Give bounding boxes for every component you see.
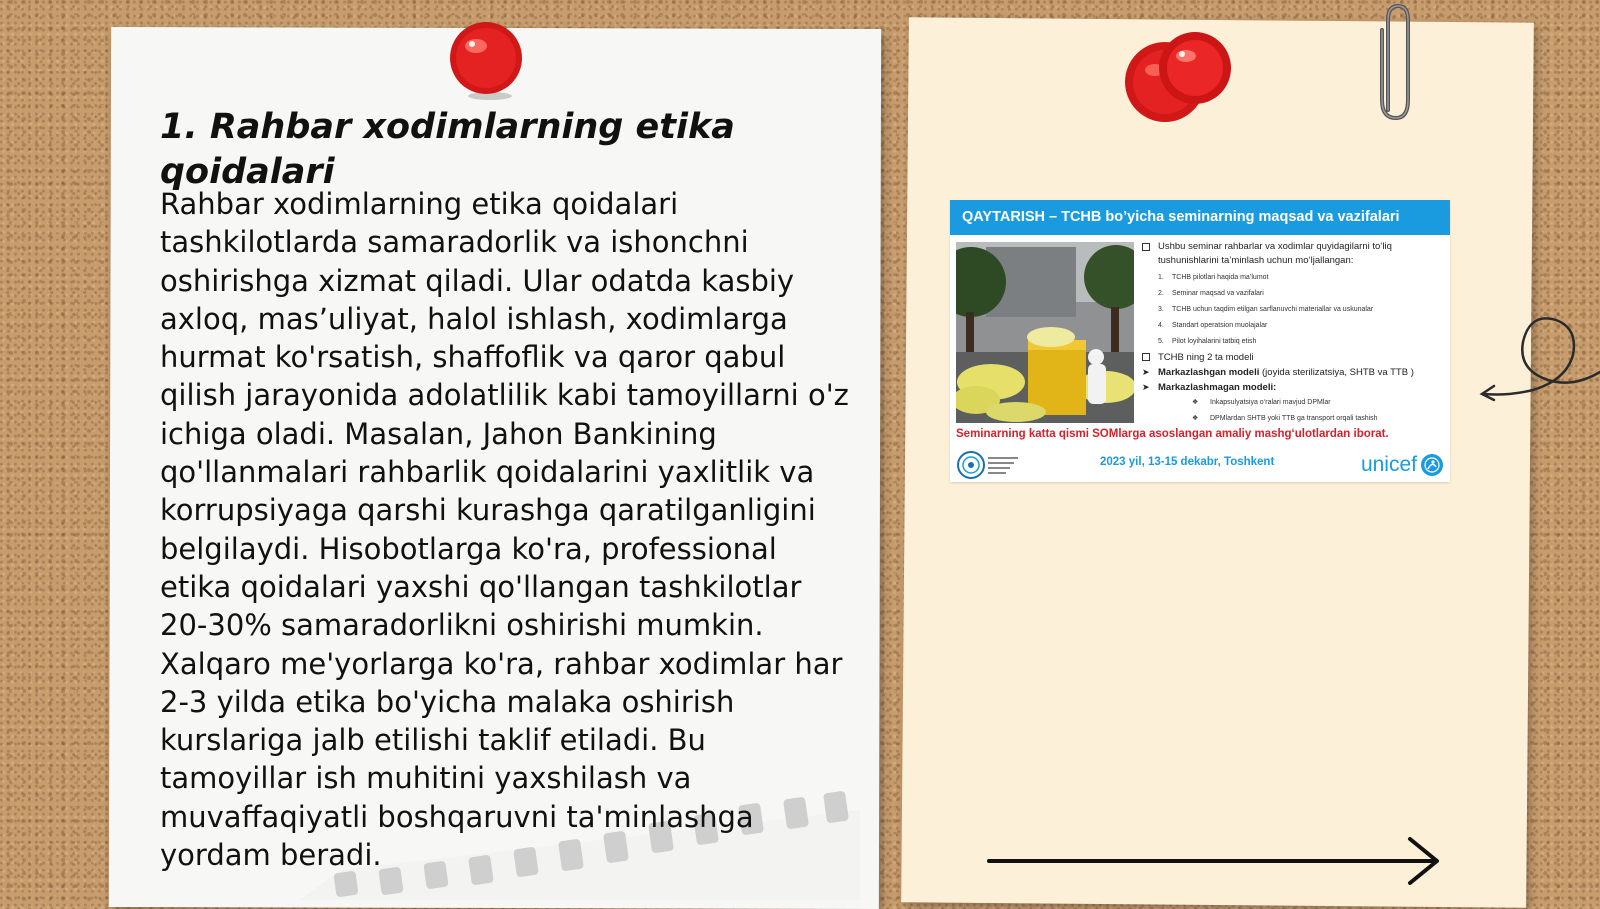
item-number: 3. (1158, 306, 1164, 313)
item-text: DPMlardan SHTB yoki TTB ga transport orqali tashish (1210, 415, 1378, 422)
unicef-globe-icon (1420, 453, 1444, 477)
item-number: 1. (1158, 274, 1164, 281)
slide-note: Seminarning katta qismi SOMlarga asoslangan amaliy mashg‘ulotlardan iborat. (956, 428, 1389, 440)
slide-numbered-list (1158, 270, 1445, 350)
diamond-bullet-icon: ❖ (1192, 399, 1199, 406)
model-decentral (1140, 380, 1445, 395)
list-item (1192, 411, 1445, 427)
item-number: 2. (1158, 290, 1164, 297)
list-item (1158, 270, 1445, 286)
item-text: Seminar maqsad va vazifalari (1172, 290, 1264, 297)
square-bullet-icon (1142, 353, 1150, 361)
footer-date: 2023 yil, 13-15 dekabr, Toshkent (1100, 456, 1275, 468)
slide-image (950, 200, 1450, 482)
diamond-bullet-icon: ❖ (1192, 415, 1199, 422)
ministry-logo-icon (956, 450, 1026, 480)
slide-footer (950, 448, 1450, 482)
item-number: 4. (1158, 322, 1164, 329)
list-item (1158, 286, 1445, 302)
slide-intro-text: Ushbu seminar rahbarlar va xodimlar quyidagilarni to‘liq tushunishlarini ta’minlash uchun mo‘ljallangan: (1158, 241, 1392, 266)
item-text: Inkapsulyatsiya o‘ralari mavjud DPMlar (1210, 399, 1331, 406)
pushpin-icon (1120, 30, 1240, 130)
models-title (1140, 350, 1445, 365)
list-item (1158, 302, 1445, 318)
model-central-desc: (joyida sterilizatsiya, SHTB va TTB ) (1259, 367, 1414, 378)
list-item (1158, 318, 1445, 334)
doodle-arrow-icon (1478, 310, 1600, 410)
item-number: 5. (1158, 338, 1164, 345)
arrow-bullet-icon: ➤ (1142, 382, 1150, 392)
note-heading: 1. Rahbar xodimlarning etika qoidalari (160, 107, 735, 192)
long-arrow-icon (985, 835, 1445, 887)
item-text: TCHB pilotlari haqida ma’lumot (1172, 274, 1269, 281)
slide-title: QAYTARISH – TCHB bo’yicha seminarning maqsad va vazifalari (950, 200, 1450, 235)
item-text: Pilot loyihalarini tatbiq etish (1172, 338, 1257, 345)
paperclip-icon (1370, 0, 1420, 125)
sub-list (1192, 395, 1445, 427)
list-item (1192, 395, 1445, 411)
slide-list (1140, 240, 1445, 427)
slide-intro (1140, 240, 1445, 268)
unicef-wordmark: unicef (1360, 453, 1417, 476)
models-title-text: TCHB ning 2 ta modeli (1158, 352, 1254, 363)
slide-photo (956, 242, 1134, 423)
model-central-name: Markazlashgan modeli (1158, 367, 1260, 378)
unicef-logo (1361, 450, 1444, 480)
model-decentral-name: Markazlashmagan modeli: (1158, 382, 1277, 393)
model-central (1140, 365, 1445, 380)
square-bullet-icon (1142, 243, 1150, 251)
pushpin-icon (448, 20, 528, 102)
arrow-bullet-icon: ➤ (1142, 367, 1150, 377)
note-body: Rahbar xodimlarning etika qoidalari tashkilotlarda samaradorlik va ishonchni oshirishga xizmat qiladi. Ular odatda kasbiy axloq, mas’uliyat, halol ishlash, xodimlarga hurmat ko'rsatish, shaffoflik va qaror qabul qilish jarayonida adolatlilik kabi tamoyillarni o'z ichiga oladi. Masalan, Jahon Bankining qo'llanmalari rahbarlik qoidalarini yaxlitlik va korrupsiyaga qarshi kurashga qaratilganligini belgilaydi. Hisobotlarga ko'ra, professional etika qoidalari yaxshi qo'llangan tashkilotlar 20-30% samaradorlikni oshirishi mumkin. Xalqaro me'yorlarga ko'ra, rahbar xodimlar har 2-3 yilda etika bo'yicha malaka oshirish kurslariga jalb etilishi taklif etiladi. Bu tamoyillar ish muhitini yaxshilash va muvaffaqiyatli boshqaruvni ta'minlashga yordam beradi. (160, 187, 849, 873)
item-text: TCHB uchun taqdim etilgan sarflanuvchi materiallar va uskunalar (1172, 306, 1374, 313)
list-item (1158, 334, 1445, 350)
item-text: Standart operatsion muolajalar (1172, 322, 1268, 329)
